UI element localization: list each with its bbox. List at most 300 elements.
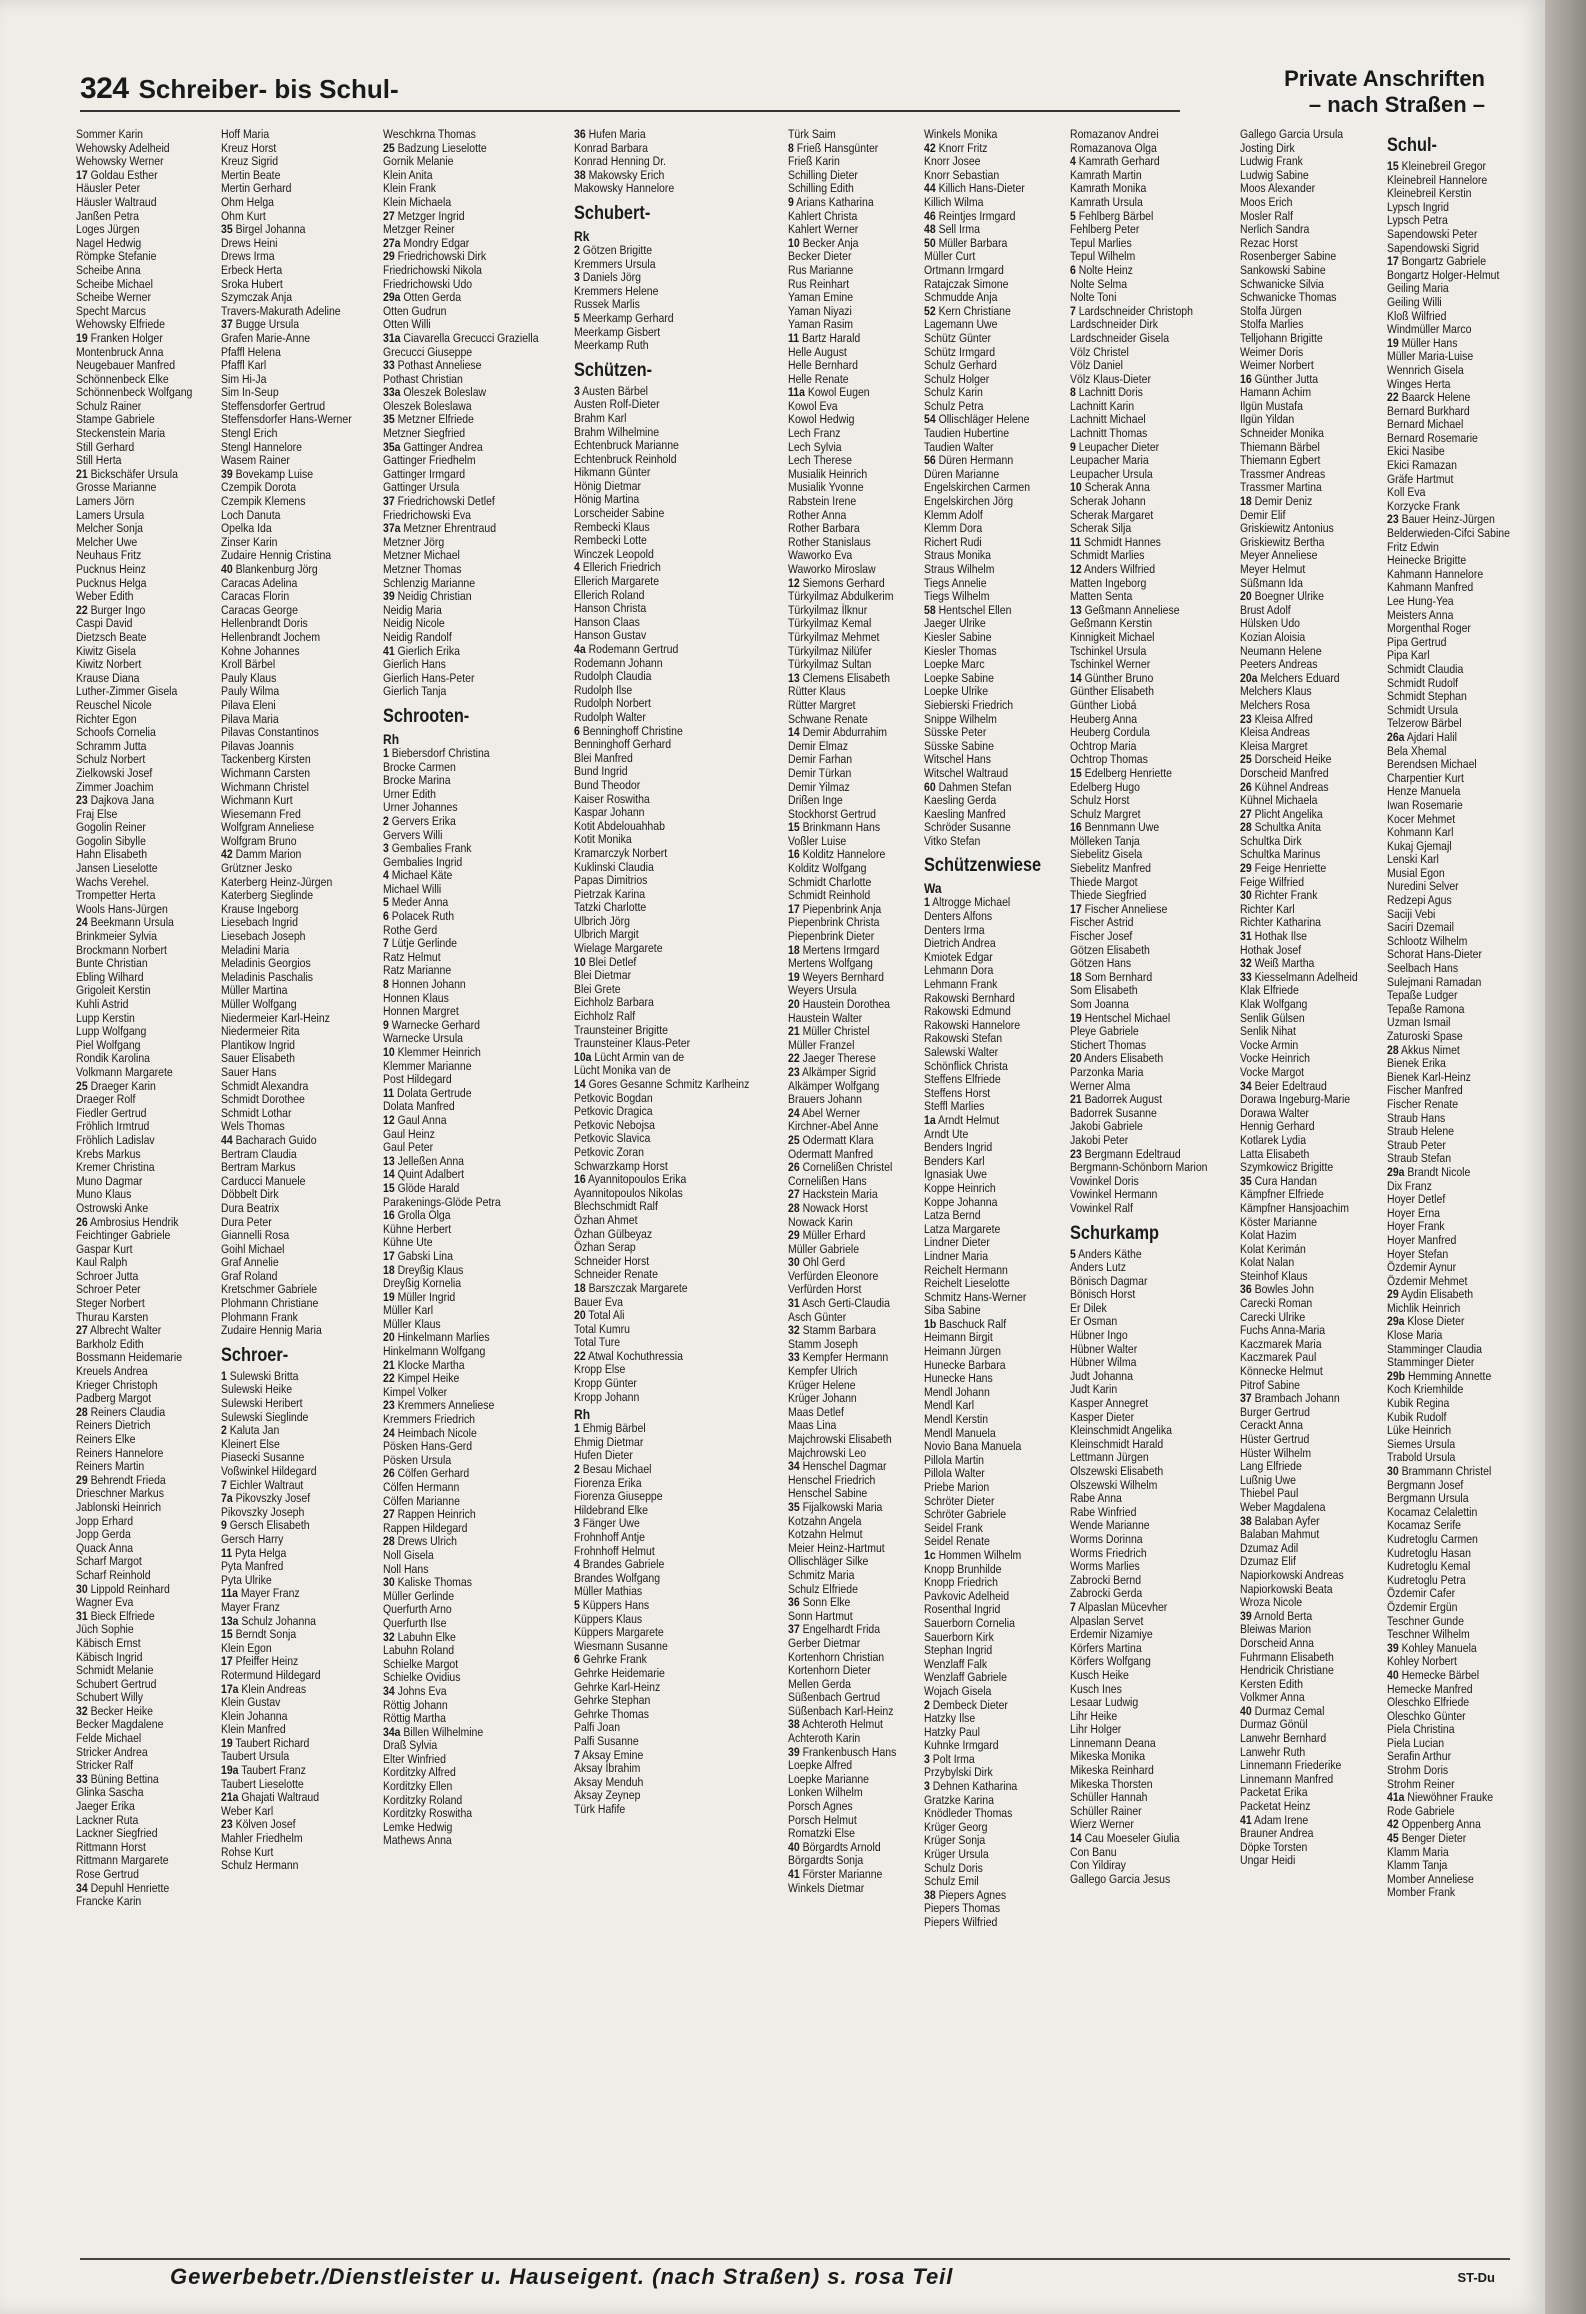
resident-entry: Klak Wolfgang	[1240, 997, 1308, 1011]
house-number: 31	[788, 1296, 800, 1311]
district-code: Rh	[574, 1406, 591, 1423]
resident-entry: Neidig Randolf	[383, 629, 453, 644]
resident-entry: Yaman Niyazi	[788, 303, 852, 318]
resident-entry: 35a Gattinger Andrea	[383, 439, 483, 454]
resident-entry: Düren Marianne	[924, 466, 1000, 481]
resident-entry: Tschinkel Ursula	[1070, 643, 1147, 658]
resident-entry: 31a Ciavarella Grecucci Graziella	[383, 330, 539, 345]
resident-entry: Kuhli Astrid	[76, 997, 129, 1011]
resident-entry: Liesebach Joseph	[221, 929, 306, 944]
house-number: 28	[383, 1534, 395, 1549]
resident-entry: Richter Katharina	[1240, 915, 1322, 930]
resident-entry: Er Osman	[1070, 1314, 1118, 1329]
resident-entry: Steckenstein Maria	[76, 426, 166, 441]
resident-entry: 39 Frankenbusch Hans	[788, 1744, 897, 1759]
resident-entry: Rabstein Irene	[788, 494, 857, 509]
resident-entry: Sim In-Seup	[221, 385, 279, 400]
resident-entry: Schmidt Lothar	[221, 1105, 292, 1120]
resident-entry: Jaeger Ulrike	[924, 616, 986, 631]
resident-entry: Müller Wolfgang	[221, 997, 297, 1011]
resident-entry: Ilgün Yildan	[1240, 412, 1295, 427]
resident-entry: Geßmann Kerstin	[1070, 616, 1153, 631]
resident-entry: Lupp Kerstin	[76, 1010, 135, 1025]
resident-entry: Loges Jürgen	[76, 222, 140, 237]
house-number: 9	[788, 194, 794, 209]
resident-entry: Petkovic Nebojsa	[574, 1117, 656, 1132]
resident-entry: 32 Becker Heike	[76, 1703, 153, 1718]
house-number: 46	[924, 208, 936, 223]
resident-entry: Klein Manfred	[221, 1722, 286, 1737]
resident-entry: Telzerow Bärbel	[1387, 716, 1462, 731]
resident-entry: Travers-Makurath Adeline	[221, 303, 341, 318]
resident-entry: 24 Beekmann Ursula	[76, 915, 174, 930]
resident-entry: Melchers Klaus	[1240, 684, 1312, 699]
resident-entry: Liesebach Ingrid	[221, 915, 299, 930]
resident-entry: Brocke Carmen	[383, 759, 457, 774]
house-number: 29a	[383, 290, 401, 305]
house-number: 42	[924, 140, 936, 155]
resident-entry: Vocke Armin	[1240, 1037, 1299, 1052]
resident-entry: Ekici Nasibe	[1387, 444, 1445, 459]
resident-entry: Schulz Rainer	[76, 398, 142, 413]
resident-entry: Winczek Leopold	[574, 546, 654, 561]
resident-entry: Rakowski Bernhard	[924, 990, 1015, 1005]
resident-entry: Rother Barbara	[788, 521, 860, 536]
resident-entry: Klose Maria	[1387, 1328, 1443, 1343]
resident-entry: Belderwieden-Cifci Sabine	[1387, 526, 1511, 541]
resident-entry: 56 Düren Hermann	[924, 453, 1014, 468]
page-edge	[1545, 0, 1586, 2314]
house-number: 14	[1070, 1831, 1082, 1846]
resident-entry: Ohm Helga	[221, 194, 275, 209]
resident-entry: Alkämper Wolfgang	[788, 1078, 880, 1093]
resident-entry: 1c Hommen Wilhelm	[924, 1547, 1022, 1562]
resident-entry: 42 Damm Marion	[221, 847, 302, 862]
house-number: 7	[574, 1747, 580, 1762]
resident-entry: Bönisch Horst	[1070, 1287, 1136, 1302]
resident-entry: Müller Karl	[383, 1303, 434, 1318]
resident-entry: 27 Metzger Ingrid	[383, 208, 465, 223]
house-number: 24	[788, 1105, 800, 1120]
resident-entry: Rudolph Walter	[574, 709, 646, 724]
resident-entry: 37a Metzner Ehrentraud	[383, 521, 497, 536]
resident-entry: 48 Sell Irma	[924, 222, 981, 237]
house-number: 8	[1070, 385, 1077, 400]
resident-entry: Brocke Marina	[383, 773, 451, 788]
resident-entry: Bienek Erika	[1387, 1056, 1446, 1071]
resident-entry: Dolata Manfred	[383, 1099, 455, 1114]
footer-rule	[80, 2258, 1510, 2260]
resident-entry: Stichert Thomas	[1070, 1037, 1147, 1052]
resident-entry: Türkyilmaz Kemal	[788, 616, 872, 631]
resident-entry: 32 Weiß Martha	[1240, 956, 1315, 971]
resident-entry: Ratajczak Simone	[924, 276, 1009, 291]
resident-entry: Klein Michaela	[383, 194, 452, 209]
resident-entry: Klemmer Marianne	[383, 1058, 472, 1073]
resident-entry: Körfers Martina	[1070, 1640, 1142, 1655]
resident-entry: Nolte Toni	[1070, 290, 1117, 305]
resident-entry: Carecki Roman	[1240, 1296, 1313, 1311]
resident-entry: 44 Bacharach Guido	[221, 1132, 317, 1147]
resident-entry: Taudien Walter	[924, 439, 994, 454]
resident-entry: Jopp Erhard	[76, 1513, 134, 1528]
resident-entry: Wielage Margarete	[574, 941, 663, 956]
house-number: 11	[1070, 534, 1082, 549]
resident-entry: Kremmers Ursula	[574, 256, 656, 271]
resident-entry: Quack Anna	[76, 1540, 134, 1555]
resident-entry: Pillola Martin	[924, 1452, 985, 1467]
resident-entry: Özdemir Aynur	[1387, 1260, 1457, 1275]
resident-entry: 23 Alkämper Sigrid	[788, 1064, 877, 1079]
resident-entry: Schwanicke Silvia	[1240, 276, 1325, 291]
resident-entry: Lanwehr Bernhard	[1240, 1731, 1327, 1746]
resident-entry: 42 Oppenberg Anna	[1387, 1817, 1481, 1832]
resident-entry: Rus Marianne	[788, 262, 854, 277]
resident-entry: Ekici Ramazan	[1387, 458, 1457, 473]
resident-entry: Müller Maria-Luise	[1387, 349, 1474, 364]
resident-entry: Engelskirchen Carmen	[924, 480, 1031, 495]
resident-entry: Hanson Christa	[574, 601, 647, 616]
resident-entry: Schulz Horst	[1070, 793, 1130, 808]
resident-entry: 1 Altrogge Michael	[924, 895, 1011, 910]
house-number: 13a	[221, 1613, 239, 1628]
resident-entry: Hikmann Günter	[574, 465, 651, 480]
resident-entry: Schorat Hans-Dieter	[1387, 947, 1483, 962]
resident-entry: Kmiotek Edgar	[924, 949, 993, 964]
resident-entry: Grafen Marie-Anne	[221, 330, 311, 345]
resident-entry: Schütz Irmgard	[924, 344, 996, 359]
resident-entry: Judt Karin	[1070, 1382, 1118, 1397]
house-number: 27a	[383, 235, 401, 250]
resident-entry: Kahlert Christa	[788, 208, 858, 223]
resident-entry: Bertram Markus	[221, 1160, 296, 1175]
resident-entry: 18 Dreyßig Klaus	[383, 1262, 464, 1277]
house-number: 20	[574, 1308, 586, 1323]
resident-entry: Packetat Erika	[1240, 1785, 1308, 1800]
house-number: 23	[221, 1817, 233, 1832]
resident-entry: 2 Kaluta Jan	[221, 1423, 280, 1438]
house-number: 14	[574, 1077, 586, 1091]
resident-entry: Fuhrmann Elisabeth	[1240, 1649, 1335, 1664]
resident-entry: 4 Brandes Gabriele	[574, 1557, 665, 1572]
resident-entry: Süsske Peter	[924, 725, 987, 740]
resident-entry: Klamm Maria	[1387, 1844, 1449, 1859]
resident-entry: Lücht Monika van de	[574, 1063, 671, 1078]
house-number: 2	[383, 813, 390, 828]
house-number: 15	[1070, 765, 1082, 780]
resident-entry: Hildebrand Elke	[574, 1502, 649, 1517]
resident-entry: Labuhn Roland	[383, 1643, 455, 1658]
resident-entry: Dzumaz Adil	[1240, 1540, 1299, 1555]
resident-entry: Gattinger Ursula	[383, 480, 460, 495]
resident-entry: Klein Egon	[221, 1640, 272, 1655]
resident-entry: Metzner Jörg	[383, 534, 445, 549]
house-number: 17	[76, 167, 88, 182]
resident-entry: Kroll Bärbel	[221, 657, 276, 672]
house-number: 29	[383, 249, 395, 264]
resident-entry: 19 Taubert Richard	[221, 1735, 310, 1750]
resident-entry: Benders Ingrid	[924, 1140, 993, 1155]
house-number: 32	[788, 1323, 800, 1338]
resident-entry: Feichtinger Gabriele	[76, 1228, 171, 1243]
resident-entry: Krüger Sonja	[924, 1833, 986, 1848]
resident-entry: Oleschko Elfriede	[1387, 1695, 1470, 1710]
resident-entry: Loepke Marianne	[788, 1771, 870, 1786]
house-number: 9	[1070, 439, 1077, 454]
resident-entry: Schröter Gabriele	[924, 1507, 1007, 1522]
resident-entry: Scherak Silja	[1070, 521, 1132, 536]
resident-entry: Nerlich Sandra	[1240, 222, 1310, 237]
resident-entry: 10a Lücht Armin van de	[574, 1049, 685, 1064]
resident-entry: Gornik Melanie	[383, 154, 454, 169]
resident-entry: Zaturoski Spase	[1387, 1029, 1463, 1043]
resident-entry: Sulejmani Ramadan	[1387, 974, 1482, 989]
resident-entry: Sapendowski Peter	[1387, 226, 1478, 241]
resident-entry: Schmidt Alexandra	[221, 1078, 309, 1093]
resident-entry: Janßen Petra	[76, 208, 139, 223]
resident-entry: 21 Badorrek August	[1070, 1092, 1163, 1107]
resident-entry: 28 Nowack Horst	[788, 1200, 868, 1215]
resident-entry: Vowinkel Ralf	[1070, 1200, 1134, 1215]
resident-entry: Kohley Norbert	[1387, 1654, 1457, 1669]
house-number: 14	[383, 1167, 395, 1182]
resident-entry: 15 Berndt Sonja	[221, 1627, 297, 1642]
resident-entry: Kreuz Sigrid	[221, 154, 279, 169]
resident-entry: 27 Plicht Angelika	[1240, 806, 1323, 821]
house-number: 18	[574, 1280, 586, 1295]
resident-entry: Schroer Peter	[76, 1282, 141, 1297]
house-number: 30	[76, 1581, 88, 1596]
resident-entry: Petkovic Dragica	[574, 1104, 653, 1119]
resident-entry: Schneider Renate	[574, 1267, 659, 1282]
resident-entry: Winges Herta	[1387, 376, 1451, 391]
resident-entry: Linnemann Manfred	[1240, 1771, 1334, 1786]
resident-entry: Schlenzig Marianne	[383, 575, 476, 590]
resident-entry: Stolfa Jürgen	[1240, 303, 1302, 318]
resident-entry: Dorscheid Manfred	[1240, 765, 1329, 780]
house-number: 6	[574, 1652, 580, 1667]
resident-entry: Jakobi Peter	[1070, 1132, 1129, 1147]
resident-entry: 20 Anders Elisabeth	[1070, 1051, 1164, 1066]
resident-entry: Elter Winfried	[383, 1751, 447, 1766]
resident-entry: 36 Bowles John	[1240, 1282, 1315, 1297]
resident-entry: Stolfa Marlies	[1240, 317, 1304, 332]
resident-entry: Cölfen Hermann	[383, 1480, 460, 1494]
resident-entry: Steffens Horst	[924, 1085, 991, 1100]
resident-entry: Meerkamp Gisbert	[574, 324, 661, 339]
resident-entry: Bernard Michael	[1387, 417, 1464, 432]
resident-entry: Kolditz Wolfgang	[788, 861, 867, 876]
resident-entry: Richter Egon	[76, 711, 137, 726]
resident-entry: Maas Detlef	[788, 1404, 844, 1419]
resident-entry: 60 Dahmen Stefan	[924, 779, 1012, 794]
resident-entry: Schramm Jutta	[76, 738, 147, 753]
resident-entry: Jakobi Gabriele	[1070, 1119, 1144, 1134]
resident-entry: Hendricik Christiane	[1240, 1663, 1334, 1678]
resident-entry: 2 Dembeck Dieter	[924, 1697, 1008, 1712]
resident-entry: Mertin Gerhard	[221, 181, 292, 196]
resident-entry: Kaczmarek Maria	[1240, 1336, 1322, 1351]
resident-entry: Lagemann Uwe	[924, 317, 998, 332]
resident-entry: Vowinkel Hermann	[1070, 1187, 1158, 1202]
house-number: 6	[1070, 262, 1077, 277]
house-number: 20a	[1240, 670, 1258, 685]
resident-entry: Türkyilmaz Sultan	[788, 657, 872, 672]
resident-entry: Waworko Miroslaw	[788, 562, 876, 576]
resident-entry: Volkmer Anna	[1240, 1690, 1305, 1705]
directory-column	[221, 128, 373, 2236]
resident-entry: Hoyer Manfred	[1387, 1232, 1457, 1247]
resident-entry: Lußnig Uwe	[1240, 1472, 1297, 1487]
resident-entry: 22 Kimpel Heike	[383, 1371, 460, 1386]
resident-entry: Zudaire Hennig Cristina	[221, 548, 332, 563]
resident-entry: Ellerich Margarete	[574, 574, 660, 589]
resident-entry: 34 Johns Eva	[383, 1683, 447, 1698]
resident-entry: Palfi Susanne	[574, 1733, 639, 1748]
house-number: 32	[1240, 956, 1252, 971]
resident-entry: 38 Makowsky Erich	[574, 167, 665, 182]
house-number: 39	[1240, 1608, 1252, 1623]
resident-entry: Schmidt Ursula	[1387, 702, 1459, 717]
resident-entry: Korditzky Roland	[383, 1792, 463, 1807]
resident-entry: 5 Anders Käthe	[1070, 1246, 1143, 1261]
house-number: 5	[574, 310, 580, 325]
resident-entry: 28 Drews Ulrich	[383, 1534, 458, 1549]
resident-entry: Ulbrich Margit	[574, 927, 639, 942]
house-number: 15	[221, 1627, 233, 1642]
resident-entry: Edelberg Hugo	[1070, 779, 1141, 794]
resident-entry: Meladinis Paschalis	[221, 969, 314, 984]
resident-entry: Schmidt Rudolf	[1387, 675, 1459, 690]
house-number: 54	[924, 412, 936, 427]
resident-entry: Weschkrna Thomas	[383, 127, 477, 141]
resident-entry: Drews Irma	[221, 249, 275, 264]
resident-entry: Weber Karl	[221, 1803, 274, 1818]
resident-entry: Novio Bana Manuela	[924, 1439, 1022, 1454]
resident-entry: Knorr Josee	[924, 154, 981, 169]
resident-entry: Kaspar Johann	[574, 805, 645, 820]
resident-entry: Sauerborn Cornelia	[924, 1615, 1015, 1630]
resident-entry: Gattinger Irmgard	[383, 466, 466, 481]
resident-entry: Wiesemann Fred	[221, 806, 302, 821]
resident-entry: Sulewski Heike	[221, 1382, 293, 1397]
resident-entry: Rus Reinhart	[788, 276, 850, 291]
resident-entry: Kersten Edith	[1240, 1676, 1304, 1691]
resident-entry: Kamrath Ursula	[1070, 194, 1144, 209]
house-number: 35	[1240, 1173, 1252, 1188]
resident-entry: 30 Richter Frank	[1240, 888, 1318, 903]
resident-entry: Kiesler Thomas	[924, 643, 997, 658]
resident-entry: Schulz Petra	[924, 398, 984, 413]
house-number: 26	[383, 1466, 395, 1481]
house-number: 35	[383, 412, 395, 427]
resident-entry: Carecki Ulrike	[1240, 1309, 1306, 1324]
resident-entry: Still Herta	[76, 453, 122, 468]
resident-entry: Rakowski Edmund	[924, 1004, 1011, 1019]
house-number: 28	[76, 1404, 88, 1419]
resident-entry: Schwane Renate	[788, 711, 868, 726]
section-heading-line2: – nach Straßen –	[1308, 92, 1485, 117]
resident-entry: Pfaffl Helena	[221, 344, 282, 359]
resident-entry: Türkyilmaz Abdulkerim	[788, 589, 894, 604]
resident-entry: Mertin Beate	[221, 167, 281, 182]
address-columns	[76, 128, 1516, 2236]
resident-entry: 11 Dolata Gertrude	[383, 1085, 472, 1100]
resident-entry: Sankowski Sabine	[1240, 262, 1326, 277]
house-number: 12	[788, 575, 800, 590]
resident-entry: Thurau Karsten	[76, 1309, 149, 1324]
house-number: 18	[1070, 969, 1082, 984]
resident-entry: Szymczak Anja	[221, 290, 293, 305]
resident-entry: Blechschmidt Ralf	[574, 1199, 659, 1214]
resident-entry: Majchrowski Leo	[788, 1445, 867, 1460]
house-number: 6	[574, 723, 580, 738]
resident-entry: 4a Rodemann Gertrud	[574, 642, 679, 656]
resident-entry: Schmidt Marlies	[1070, 548, 1145, 563]
resident-entry: Drißen Inge	[788, 793, 843, 808]
resident-entry: Lindner Dieter	[924, 1235, 990, 1250]
house-number: 40	[221, 562, 233, 576]
resident-entry: Geiling Maria	[1387, 281, 1449, 296]
resident-entry: Kloß Wilfried	[1387, 308, 1447, 323]
resident-entry: Kaul Ralph	[76, 1255, 128, 1270]
house-number: 25	[788, 1132, 800, 1147]
resident-entry: Dix Franz	[1387, 1178, 1432, 1193]
resident-entry: Telljohann Brigitte	[1240, 330, 1323, 345]
resident-entry: Lehmann Frank	[924, 977, 998, 992]
resident-entry: 52 Kern Christiane	[924, 303, 1011, 318]
resident-entry: Wehowsky Adelheid	[76, 140, 170, 155]
resident-entry: Siba Sabine	[924, 1303, 981, 1318]
resident-entry: 40 Blankenburg Jörg	[221, 562, 319, 576]
resident-entry: 25 Odermatt Klara	[788, 1132, 874, 1147]
resident-entry: Schultka Dirk	[1240, 833, 1302, 848]
house-number: 36	[1240, 1282, 1252, 1297]
resident-entry: 13 Geßmann Anneliese	[1070, 602, 1180, 617]
resident-entry: Gaul Heinz	[383, 1126, 436, 1141]
resident-entry: Rezac Horst	[1240, 235, 1298, 250]
resident-entry: Rudolph Ilse	[574, 682, 633, 697]
resident-entry: Knödleder Thomas	[924, 1806, 1013, 1821]
resident-entry: Knorr Sebastian	[924, 167, 1000, 182]
resident-entry: Ulbrich Jörg	[574, 913, 631, 928]
resident-entry: Richter Karl	[1240, 901, 1295, 916]
resident-entry: 39 Kohley Manuela	[1387, 1640, 1477, 1655]
resident-entry: 23 Kölven Josef	[221, 1817, 296, 1832]
resident-entry: Pucknus Heinz	[76, 562, 146, 576]
resident-entry: Momber Anneliese	[1387, 1871, 1474, 1886]
resident-entry: Gaspar Kurt	[76, 1241, 133, 1256]
resident-entry: Rappen Hildegard	[383, 1520, 468, 1535]
resident-entry: Brauner Andrea	[1240, 1826, 1314, 1841]
resident-entry: Taubert Ursula	[221, 1749, 290, 1764]
resident-entry: Mendl Kerstin	[924, 1412, 989, 1427]
resident-entry: 9 Warnecke Gerhard	[383, 1017, 481, 1032]
resident-entry: Metzger Reiner	[383, 222, 455, 237]
resident-entry: Voßler Luise	[788, 833, 847, 848]
resident-entry: 26 Ambrosius Hendrik	[76, 1214, 179, 1229]
house-number: 5	[1070, 1246, 1077, 1261]
resident-entry: Schielke Ovidius	[383, 1670, 461, 1685]
resident-entry: 4 Michael Käte	[383, 868, 453, 883]
resident-entry: Knopp Brunhilde	[924, 1561, 1002, 1576]
resident-entry: Urner Edith	[383, 786, 437, 801]
resident-entry: Lindner Maria	[924, 1248, 989, 1263]
resident-entry: Gogolin Sibylle	[76, 833, 146, 848]
resident-entry: Hufen Dieter	[574, 1448, 633, 1463]
resident-entry: Urner Johannes	[383, 800, 458, 815]
house-number: 3	[574, 1516, 580, 1531]
